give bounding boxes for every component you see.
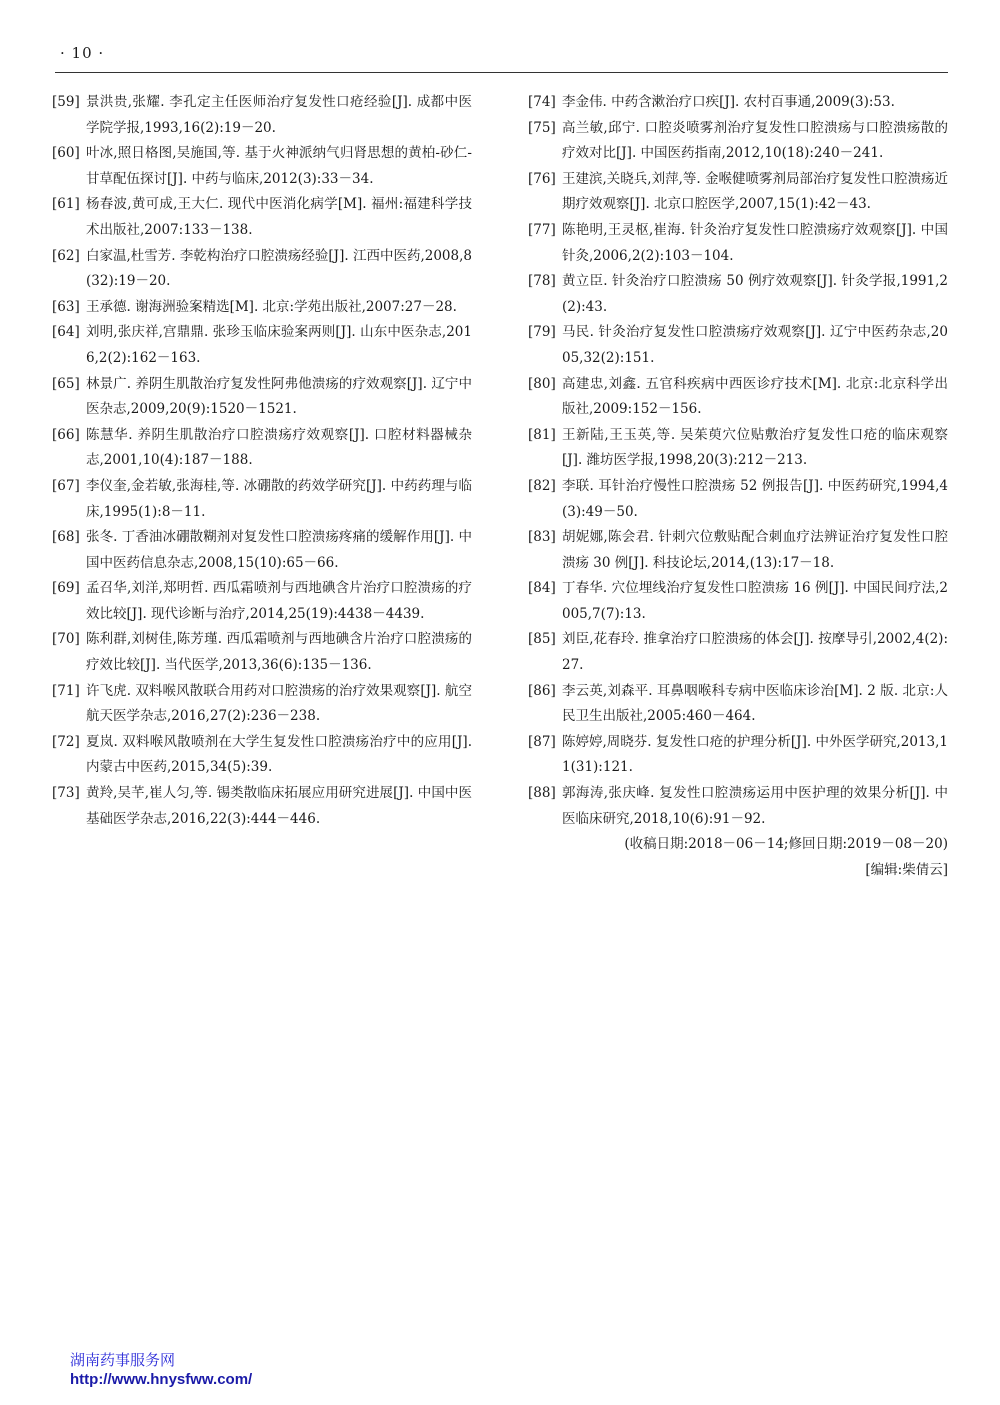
reference-text: 胡妮娜,陈会君. 针刺穴位敷贴配合刺血疗法辨证治疗复发性口腔溃疡 30 例[J]. 科技论坛,2014,(13):17－18. [562,529,948,571]
reference-item [528,730,948,781]
reference-number: [65] [52,375,80,392]
reference-item [528,269,948,320]
reference-item [528,116,948,167]
reference-item [52,474,472,525]
reference-item [528,423,948,474]
reference-text: 陈慧华. 养阴生肌散治疗口腔溃疡疗效观察[J]. 口腔材料器械杂志,2001,10(4):187－188. [86,426,472,469]
reference-item [52,525,472,576]
reference-item [528,372,948,423]
reference-item [52,244,472,295]
reference-item [528,627,948,678]
reference-number: [78] [528,273,556,290]
reference-text: 黄羚,吴芊,崔人匀,等. 锡类散临床拓展应用研究进展[J]. 中国中医基础医学杂志,2016,22(3):444－446. [86,785,472,827]
reference-item [52,781,472,832]
reference-text: 高兰敏,邱宁. 口腔炎喷雾剂治疗复发性口腔溃疡与口腔溃疡散的疗效对比[J]. 中国医药指南,2012,10(18):240－241. [562,119,948,162]
reference-number: [88] [528,785,556,802]
reference-number: [79] [528,324,556,341]
reference-number: [85] [528,631,556,648]
reference-item [52,192,472,243]
editor-note: [编辑:柴倩云] [865,861,948,878]
reference-number: [60] [52,145,80,162]
reference-number: [74] [528,94,556,110]
reference-text: 景洪贵,张耀. 李孔定主任医师治疗复发性口疮经验[J]. 成都中医学院学报,1993,16(2):19－20. [86,94,472,136]
reference-item [528,576,948,627]
reference-number: [66] [52,426,80,443]
reference-text: 林景广. 养阴生肌散治疗复发性阿弗他溃疡的疗效观察[J]. 辽宁中医杂志,2009,20(9):1520－1521. [86,375,472,418]
references-right-column [528,90,948,883]
reference-text: 叶冰,照日格图,吴施国,等. 基于火神派纳气归肾思想的黄柏-砂仁-甘草配伍探讨[J]. 中药与临床,2012(3):33－34. [86,145,472,187]
header-rule [55,72,948,73]
reference-number: [84] [528,580,556,597]
reference-number: [64] [52,324,80,341]
reference-text: 陈利群,刘树佳,陈芳瑾. 西瓜霜喷剂与西地碘含片治疗口腔溃疡的疗效比较[J]. 当代医学,2013,36(6):135－136. [86,631,472,674]
reference-text: 张冬. 丁香油冰硼散糊剂对复发性口腔溃疡疼痛的缓解作用[J]. 中国中医药信息杂志,2008,15(10):65－66. [86,529,472,571]
reference-text: 刘臣,花春玲. 推拿治疗口腔溃疡的体会[J]. 按摩导引,2002,4(2):27. [562,631,948,674]
reference-text: 高建忠,刘鑫. 五官科疾病中西医诊疗技术[M]. 北京:北京科学出版社,2009:152－156. [562,375,948,418]
reference-number: [86] [528,682,556,699]
reference-item [528,679,948,730]
reference-item [52,372,472,423]
reference-text: 丁春华. 穴位埋线治疗复发性口腔溃疡 16 例[J]. 中国民间疗法,2005,7(7):13. [562,580,948,622]
reference-item [52,730,472,781]
reference-item [528,781,948,832]
reference-text: 马民. 针灸治疗复发性口腔溃疡疗效观察[J]. 辽宁中医药杂志,2005,32(2):151. [562,324,948,366]
reference-text: 王新陆,王玉英,等. 吴茱萸穴位贴敷治疗复发性口疮的临床观察[J]. 潍坊医学报,1998,20(3):212－213. [562,426,948,469]
reference-text: 李仪奎,金若敏,张海桂,等. 冰硼散的药效学研究[J]. 中药药理与临床,1995(1):8－11. [86,477,472,520]
received-date-note: (收稿日期:2018－06－14;修回日期:2019－08－20) [624,836,948,853]
reference-text: 陈艳明,王灵枢,崔海. 针灸治疗复发性口腔溃疡疗效观察[J]. 中国针灸,2006,2(2):103－104. [562,221,948,264]
reference-text: 黄立臣. 针灸治疗口腔溃疡 50 例疗效观察[J]. 针灸学报,1991,2(2):43. [562,273,948,315]
reference-text: 陈婷婷,周晓芬. 复发性口疮的护理分析[J]. 中外医学研究,2013,11(31):121. [562,733,948,776]
reference-item [528,218,948,269]
reference-number: [81] [528,426,556,443]
reference-number: [61] [52,196,80,213]
reference-item [528,474,948,525]
reference-item [52,627,472,678]
reference-number: [73] [52,785,80,802]
reference-text: 许飞虎. 双料喉风散联合用药对口腔溃疡的治疗效果观察[J]. 航空航天医学杂志,2016,27(2):236－238. [86,682,472,725]
reference-text: 孟召华,刘洋,郑明哲. 西瓜霜喷剂与西地碘含片治疗口腔溃疡的疗效比较[J]. 现代诊断与治疗,2014,25(19):4438－4439. [86,580,472,622]
reference-item [52,141,472,192]
reference-number: [76] [528,170,556,187]
reference-text: 夏岚. 双料喉风散喷剂在大学生复发性口腔溃疡治疗中的应用[J]. 内蒙古中医药,2015,34(5):39. [86,733,472,776]
references-left-column [52,90,472,832]
footer-watermark [70,1350,252,1390]
reference-number: [87] [528,733,556,750]
reference-text: 李云英,刘森平. 耳鼻咽喉科专病中医临床诊治[M]. 2 版. 北京:人民卫生出版社,2005:460－464. [562,682,948,725]
reference-number: [75] [528,119,556,136]
site-name: 湖南药事服务网 [70,1351,176,1369]
reference-number: [77] [528,221,556,238]
reference-text: 王承德. 谢海洲验案精选[M]. 北京:学苑出版社,2007:27－28. [86,298,457,315]
reference-item [528,90,948,116]
reference-number: [82] [528,477,556,494]
reference-text: 李金伟. 中药含漱治疗口疾[J]. 农村百事通,2009(3):53. [562,94,895,110]
reference-item [52,576,472,627]
reference-item [528,320,948,371]
reference-text: 白家温,杜雪芳. 李乾构治疗口腔溃疡经验[J]. 江西中医药,2008,8(32):19－20. [86,247,472,290]
reference-text: 杨春波,黄可成,王大仁. 现代中医消化病学[M]. 福州:福建科学技术出版社,2007:133－138. [86,196,472,238]
reference-item [52,320,472,371]
reference-number: [70] [52,631,80,648]
reference-number: [67] [52,477,80,494]
site-url-link[interactable]: http://www.hnysfww.com/ [70,1371,253,1388]
reference-text: 刘明,张庆祥,宫鼎鼎. 张珍玉临床验案两则[J]. 山东中医杂志,2016,2(2):162－163. [86,324,472,366]
reference-text: 郭海涛,张庆峰. 复发性口腔溃疡运用中医护理的效果分析[J]. 中医临床研究,2018,10(6):91－92. [562,785,948,827]
reference-item [528,525,948,576]
reference-number: [59] [52,94,80,110]
reference-number: [71] [52,682,80,699]
reference-item [528,167,948,218]
reference-number: [83] [528,529,556,546]
reference-item [52,295,472,321]
reference-number: [62] [52,247,80,264]
reference-number: [69] [52,580,80,597]
reference-text: 王建滨,关晓兵,刘萍,等. 金喉健喷雾剂局部治疗复发性口腔溃疡近期疗效观察[J]. 北京口腔医学,2007,15(1):42－43. [562,170,948,213]
reference-number: [80] [528,375,556,392]
reference-item [52,90,472,141]
page-number: · 10 · [60,44,105,62]
reference-number: [68] [52,529,80,546]
reference-number: [63] [52,298,80,315]
reference-item [52,423,472,474]
reference-text: 李联. 耳针治疗慢性口腔溃疡 52 例报告[J]. 中医药研究,1994,4(3):49－50. [562,477,948,520]
reference-number: [72] [52,733,80,750]
reference-item [52,679,472,730]
